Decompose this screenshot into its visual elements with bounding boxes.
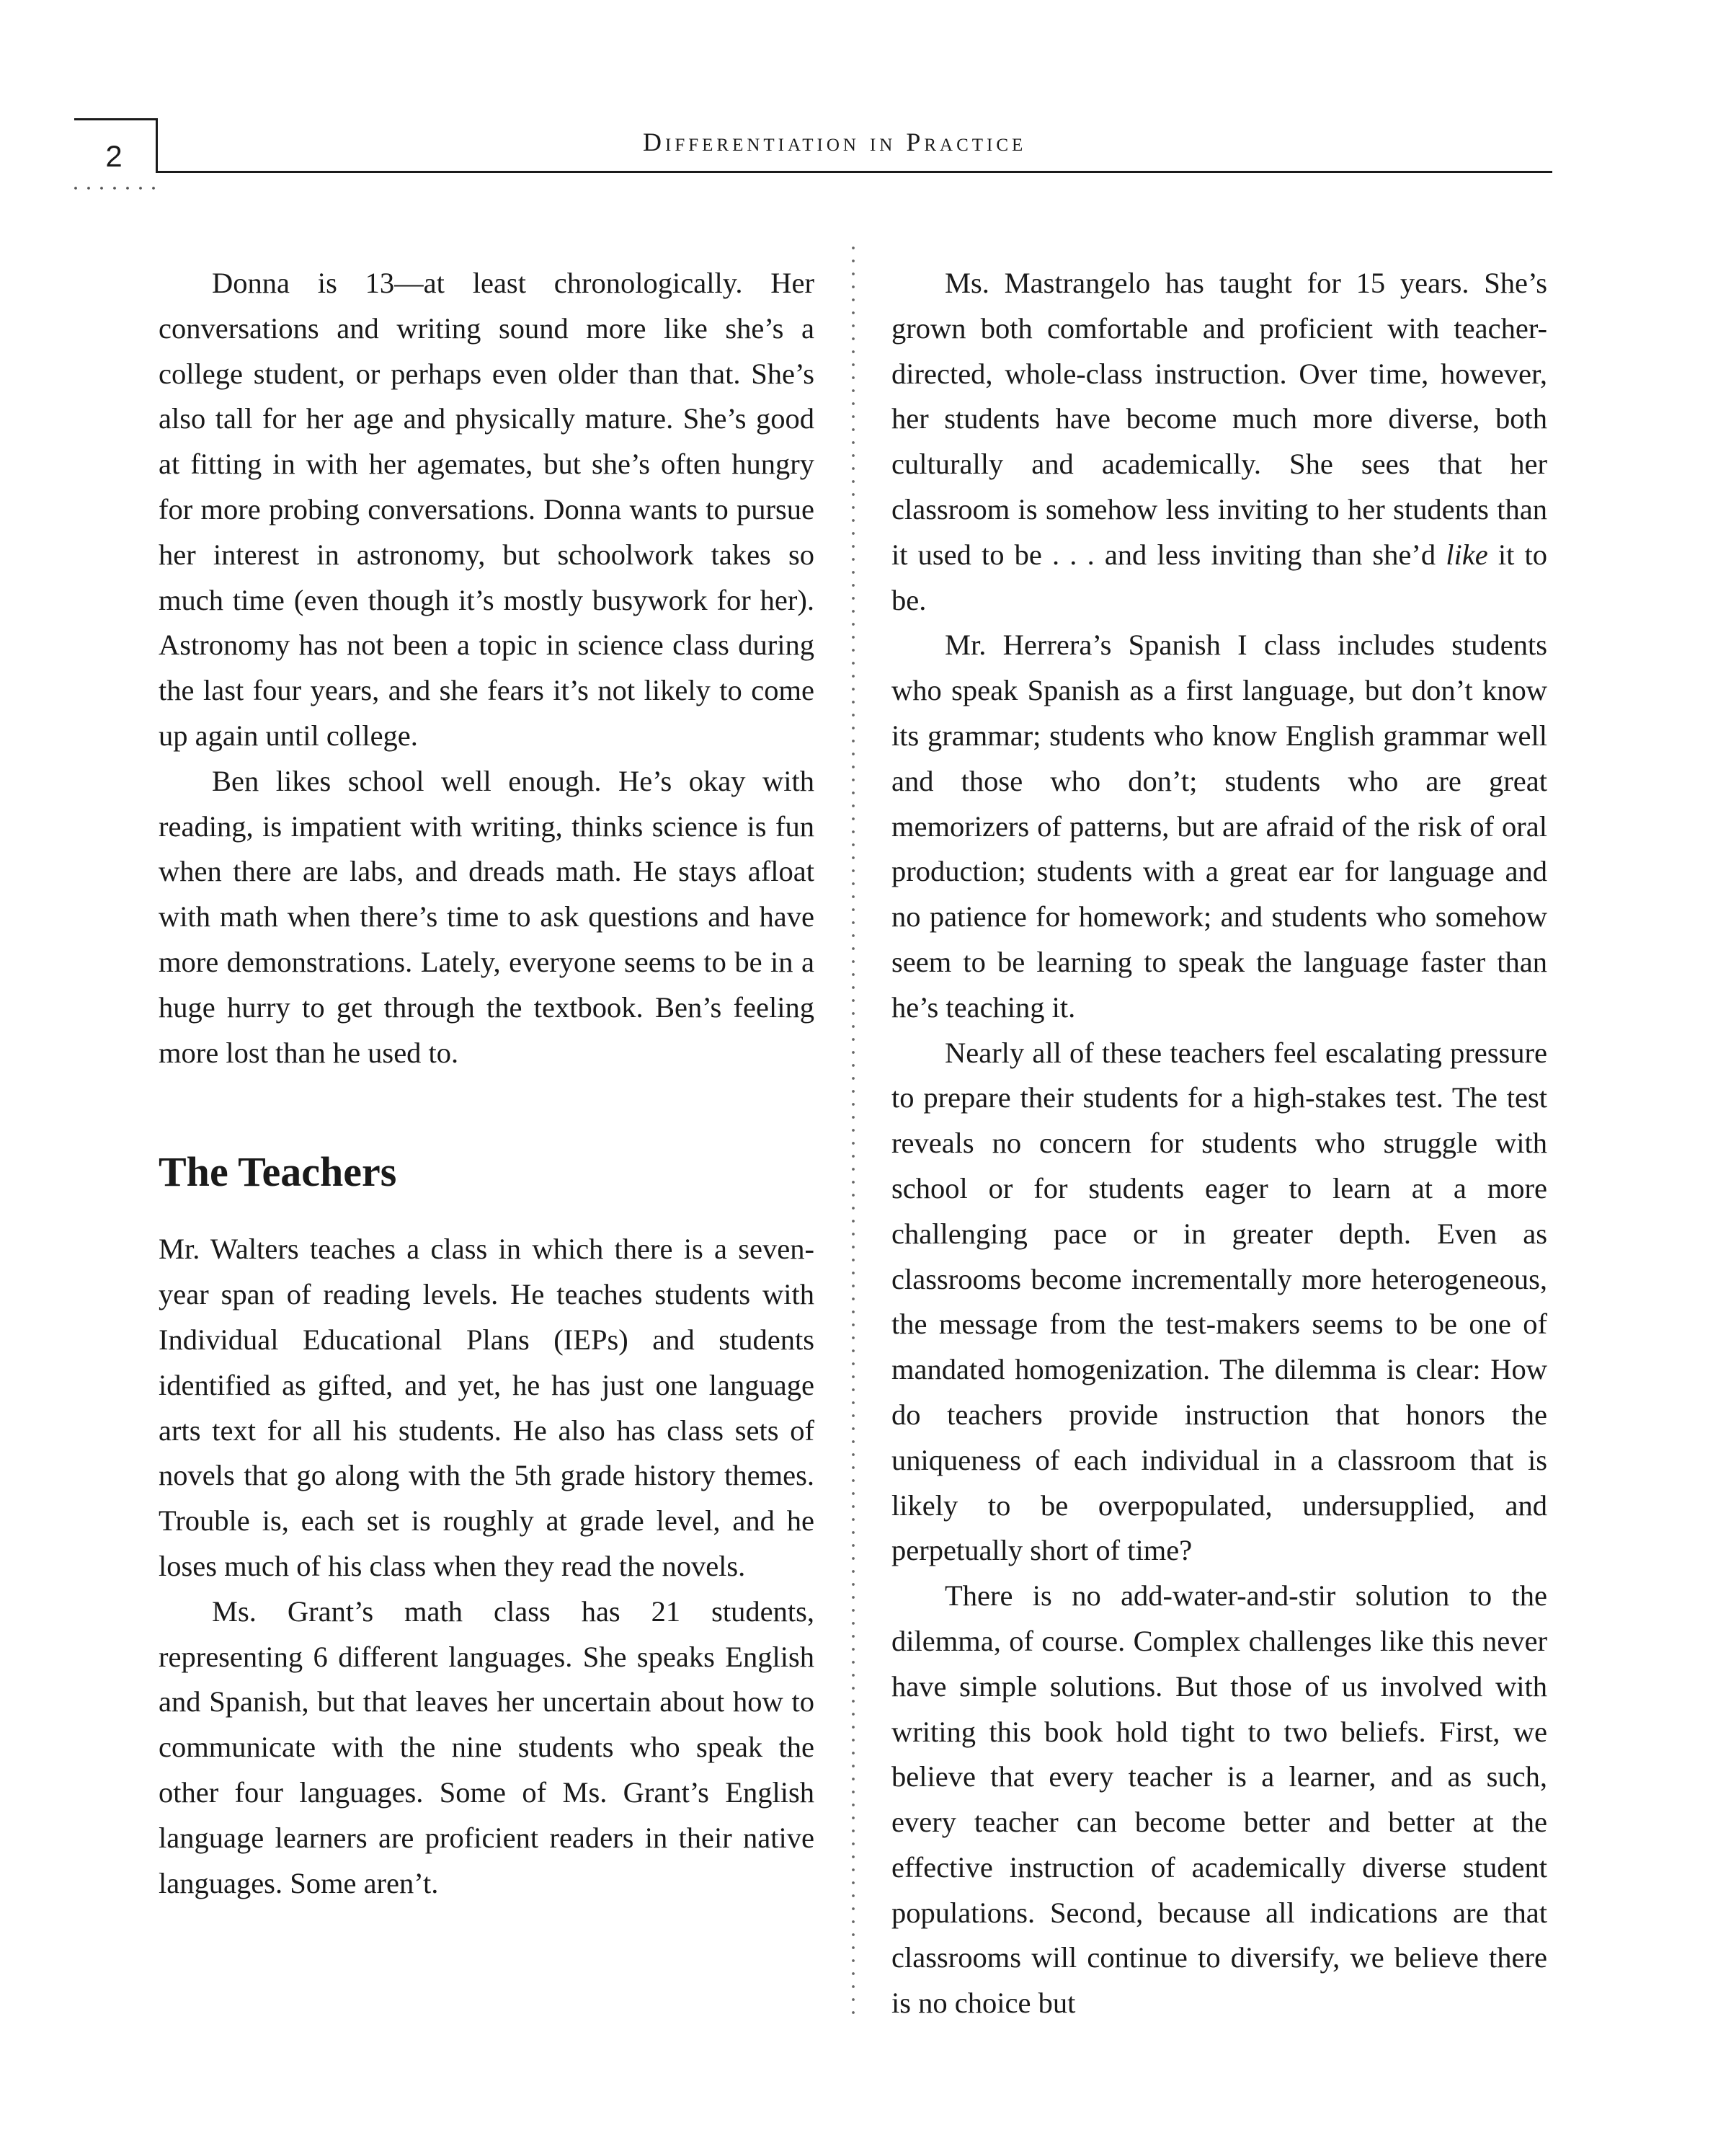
column-divider <box>851 241 855 2015</box>
mastrangelo-text-end: it to be. <box>891 538 1547 616</box>
paragraph-mr-herrera: Mr. Herrera’s Spanish I class includes students who speak Spanish as a first language, but don’t know its grammar; students who know English grammar well and those who don’t; students who are great memorizers of patterns, but are afraid of the risk of oral production; students with a great ear for language and no patience for homework; and students who somehow seem to be learning to speak the language faster than he’s teaching it. <box>891 629 1547 1024</box>
paragraph-no-simple-solution: There is no add-water-and-stir solution to the dilemma, of course. Complex challenges like this never have simple solutions. But those of us involved with writing this book hold tight to two beliefs. First, we believe that every teacher is a learner, and as such, every teacher can become better and better at the effective instruction of academically diverse student populations. Second, because all indications are that classrooms will continue to diversify, we believe there is no choice but <box>891 1579 1547 2020</box>
emphasis-like: like <box>1446 538 1488 571</box>
paragraph-donna: Donna is 13—at least chronologically. Her conversations and writing sound more like she’s a college student, or perhaps even older than that. She’s also tall for her age and physically mature. She’s good at fitting in with her agemates, but she’s often hungry for more probing conversations. Donna wants to pursue her interest in astronomy, but schoolwork takes so much time (even though it’s mostly busywork for her). Astronomy has not been a topic in science class during the last four years, and she fears it’s not likely to come up again until college. <box>159 267 814 752</box>
paragraph-ben: Ben likes school well enough. He’s okay with reading, is impatient with writing, thinks science is fun when there are labs, and dreads math. He stays afloat with math when there’s time to ask questions and have more demonstrations. Lately, everyone seems to be in a huge hurry to get through the textbook. Ben’s feeling more lost than he used to. <box>159 764 814 1069</box>
left-column <box>159 261 814 1906</box>
mastrangelo-text-start: Ms. Mastrangelo has taught for 15 years. She’s grown both comfortable and proficient with teacher-directed, whole-class instruction. Over time, however, her students have become much more diverse, both culturally and academically. She sees that her classroom is somehow less inviting to her students than it used to be . . . and less inviting than she’d <box>891 267 1547 571</box>
running-title: Differentiation in Practice <box>643 128 1027 156</box>
page-number: 2 <box>105 139 123 173</box>
header-rule <box>156 171 1552 173</box>
paragraph-ms-grant: Ms. Grant’s math class has 21 students, representing 6 different languages. She speaks English and Spanish, but that leaves her uncertain about how to communicate with the nine students who speak the other four languages. Some of Ms. Grant’s English language learners are proficient readers in their native languages. Some aren’t. <box>159 1594 814 1899</box>
right-column <box>891 261 1547 2026</box>
paragraph-ms-mastrangelo <box>891 261 1547 623</box>
paragraph-mr-walters: Mr. Walters teaches a class in which there is a seven-year span of reading levels. He teaches students with Individual Educational Plans (IEPs) and students identified as gifted, and yet, he has just one language arts text for all his students. He also has class sets of novels that go along with the 5th grade history themes. Trouble is, each set is roughly at grade level, and he loses much of his class when they read the novels. <box>159 1233 814 1582</box>
section-heading-teachers: The Teachers <box>159 1148 397 1196</box>
folio-dot-leader <box>69 186 159 190</box>
paragraph-escalating-pressure: Nearly all of these teachers feel escalating pressure to prepare their students for a high-stakes test. The test reveals no concern for students who struggle with school or for students eager to learn at a more challenging pace or in greater depth. Even as classrooms become incrementally more heterogeneous, the message from the test-makers seems to be one of mandated homogenization. The dilemma is clear: How do teachers provide instruction that honors the uniqueness of each individual in a classroom that is likely to be overpopulated, undersupplied, and perpetually short of time? <box>891 1036 1547 1567</box>
